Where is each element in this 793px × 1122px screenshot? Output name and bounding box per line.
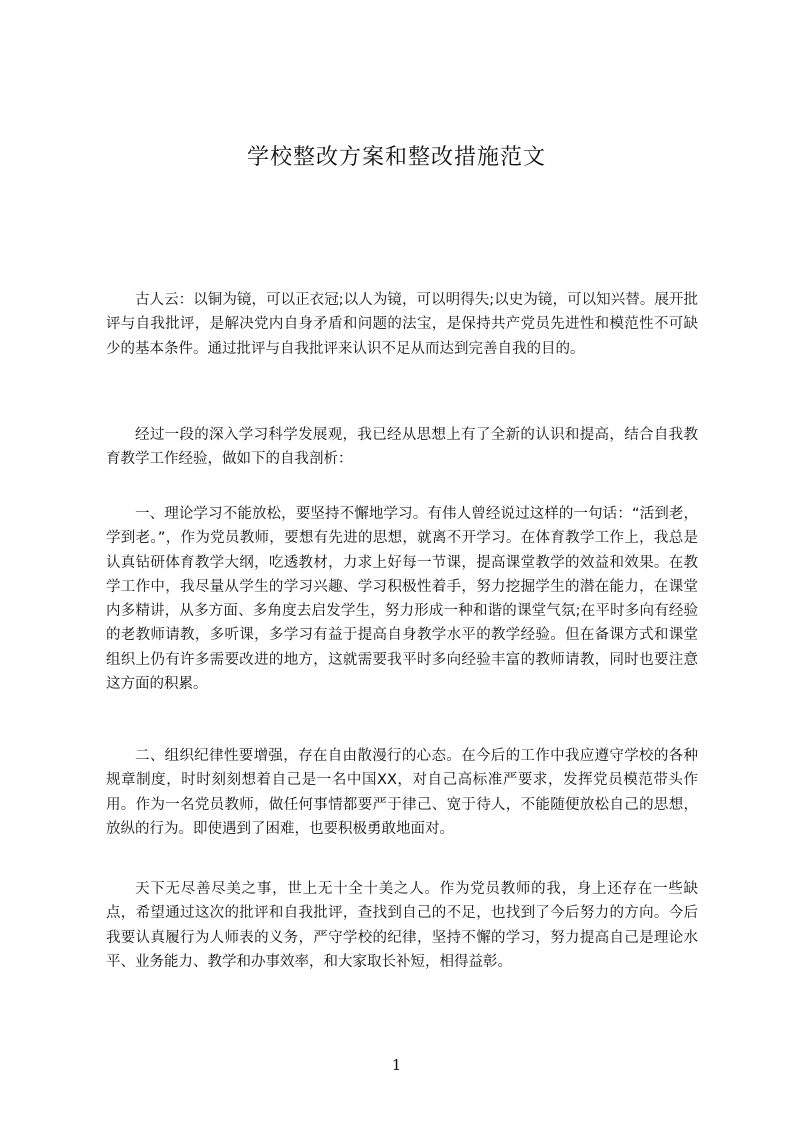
document-title: 学校整改方案和整改措施范文: [246, 145, 546, 170]
paragraph-self-analysis-intro: 经过一段的深入学习科学发展观，我已经从思想上有了全新的认识和提高，结合自我教育教学工作经验，做如下的自我剖析：: [106, 427, 698, 468]
paragraph-intro: 古人云：以铜为镜，可以正衣冠;以人为镜，可以明得失;以史为镜，可以知兴替。展开批评与自我批评，是解决党内自身矛盾和问题的法宝，是保持共产党员先进性和模范性不可缺少的基本条件。通过批评与自我批评来认识不足从而达到完善自我的目的。: [106, 292, 698, 357]
paragraph-discipline: 二、组织纪律性要增强，存在自由散漫行的心态。在今后的工作中我应遵守学校的各种规章制度，时时刻刻想着自己是一名中国XX，对自己高标准严要求，发挥党员模范带头作用。作为一名党员教师，做任何事情都要严于律己、宽于待人，不能随便放松自己的思想，放纵的行为。即使遇到了困难，也要积极勇敢地面对。: [106, 748, 698, 837]
page-number: 1: [391, 1056, 402, 1074]
paragraph-theory-study: 一、理论学习不能放松，要坚持不懈地学习。有伟人曾经说过这样的一句话：“活到老，学到老。”，作为党员教师，要想有先进的思想，就离不开学习。在体育教学工作上，我总是认真钻研体育教学大纲，吃透教材，力求上好每一节课，提高课堂教学的效益和效果。在教学工作中，我尽量从学生的学习兴趣、学习积极性着手，努力挖掘学生的潜在能力，在课堂内多精讲，从多方面、多角度去启发学生，努力形成一种和谐的课堂气氛;在平时多向有经验的老教师请教，多听课，多学习有益于提高自身教学水平的教学经验。但在备课方式和课堂组织上仍有许多需要改进的地方，这就需要我平时多向经验丰富的教师请教，同时也要注意这方面的积累。: [106, 506, 698, 693]
paragraph-conclusion: 天下无尽善尽美之事，世上无十全十美之人。作为党员教师的我，身上还存在一些缺点，希望通过这次的批评和自我批评，查找到自己的不足，也找到了今后努力的方向。今后我要认真履行为人师表的义务，严守学校的纪律，坚持不懈的学习，努力提高自己是理论水平、业务能力、教学和办事效率，和大家取长补短，相得益彰。: [106, 881, 698, 970]
